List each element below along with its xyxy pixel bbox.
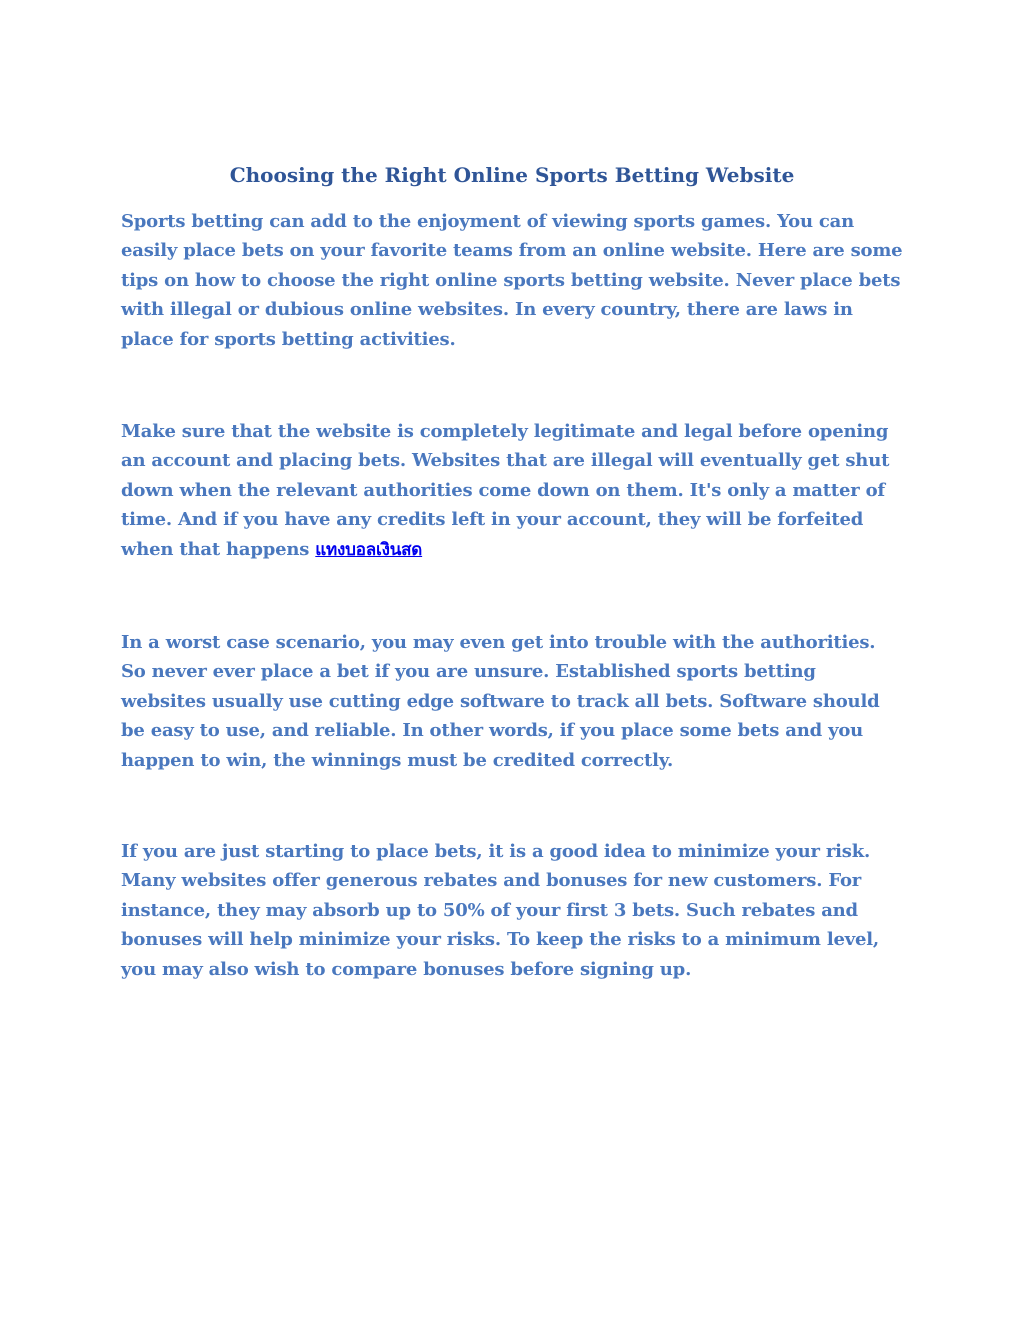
paragraph-intro: Sports betting can add to the enjoyment of viewing sports games. You can easily place bets on your favorite teams from an online website. Here are some tips on how to choose the right online sports betting website. Never place bets with illegal or dubious online websites. In every country, there are laws in place for sports betting activities. (121, 211, 903, 350)
paragraph-worst-case: In a worst case scenario, you may even get into trouble with the authorities. So never ever place a bet if you are unsure. Established sports betting websites usually use cutting edge software to track all bets. Software should be easy to use, and reliable. In other words, if you place some bets and you happen to win, the winnings must be credited correctly. (121, 632, 880, 771)
document-title: Choosing the Right Online Sports Betting Website (229, 163, 795, 187)
paragraph-legitimacy-text: Make sure that the website is completely legitimate and legal before opening an account and placing bets. Websites that are illegal will eventually get shut down when the relevant authorities come down on them. It's only a matter of time. And if you have any credits left in your account, they will be forfeited when that happens (121, 421, 890, 560)
paragraph-minimize-risk: If you are just starting to place bets, it is a good idea to minimize your risk. Many websites offer generous rebates and bonuses for new customers. For instance, they may absorb up to 50% of your first 3 bets. Such rebates and bonuses will help minimize your risks. To keep the risks to a minimum level, you may also wish to compare bonuses before signing up. (121, 841, 879, 980)
paragraph-legitimacy (121, 417, 906, 565)
cash-betting-link[interactable]: แทงบอลเงินสด (315, 539, 423, 560)
